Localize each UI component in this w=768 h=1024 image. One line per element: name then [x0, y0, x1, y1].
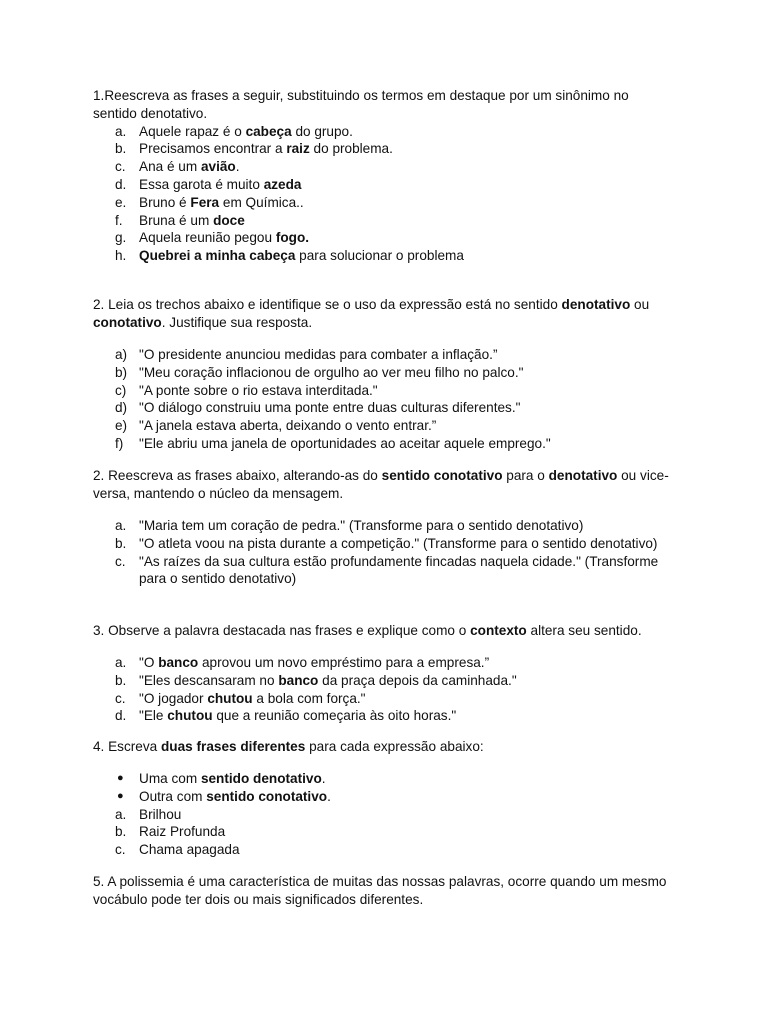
list-marker: d. [115, 708, 127, 724]
highlighted-term: chutou [167, 708, 213, 724]
list-marker: e) [115, 418, 128, 434]
list-item [93, 212, 673, 230]
highlighted-term: sentido conotativo [206, 788, 328, 804]
list-marker: c. [115, 690, 126, 706]
list-marker: b. [115, 535, 127, 551]
bullet-marker: ● [117, 789, 124, 802]
item-text: . [235, 159, 240, 175]
intro-text: 2. Reescreva as frases abaixo, alterando-as do [93, 468, 382, 483]
list-item [93, 382, 673, 400]
bullet-marker: ● [117, 772, 124, 784]
list-item [93, 140, 673, 158]
intro-text: altera seu sentido. [526, 623, 642, 638]
item-text: Aquela reunião pegou [139, 230, 276, 246]
highlighted-term: doce [213, 212, 245, 228]
list-item [93, 399, 673, 417]
intro-text: ou [630, 297, 650, 312]
question-3-list [93, 654, 673, 725]
list-marker: c. [115, 159, 126, 175]
item-text: Brilhou [139, 806, 182, 822]
highlighted-term: duas frases diferentes [161, 739, 306, 754]
bullet-item [93, 770, 673, 788]
item-text: "O atleta voou na pista durante a competição." (Transforme para o sentido denotativo) [139, 535, 658, 551]
question-3-text [93, 622, 673, 640]
item-text: a bola com força." [252, 690, 366, 706]
highlighted-term: fogo. [275, 230, 310, 246]
list-item [93, 823, 673, 841]
item-text: "Ele abriu uma janela de oportunidades ao aceitar aquele emprego." [139, 435, 551, 451]
highlighted-term: sentido conotativo [381, 468, 503, 483]
question-4-list [93, 770, 673, 859]
highlighted-term: chutou [207, 690, 253, 706]
list-marker: a. [115, 518, 127, 533]
item-text: "Ele [139, 708, 168, 724]
list-marker: f. [115, 212, 123, 228]
intro-text: para o [502, 468, 549, 483]
list-item [93, 672, 673, 690]
highlighted-term: cabeça [245, 123, 292, 139]
list-marker: b. [115, 141, 127, 157]
bullet-item [93, 788, 673, 806]
list-marker: b. [115, 824, 127, 840]
list-item [93, 346, 673, 364]
question-2-text [93, 296, 673, 332]
highlighted-term: banco [158, 655, 199, 670]
item-text: "O diálogo construiu uma ponte entre duas culturas diferentes." [139, 400, 521, 416]
item-text: "As raízes da sua cultura estão profundamente fincadas naquela cidade." (Transforme para o sentido denotativo) [139, 553, 659, 587]
list-marker: d. [115, 176, 127, 192]
item-text: Precisamos encontrar a [139, 141, 287, 157]
highlighted-term: avião [200, 159, 236, 175]
question-3 [93, 622, 673, 640]
item-text: aprovou um novo empréstimo para a empresa.” [198, 655, 490, 670]
highlighted-term: conotativo [93, 314, 162, 330]
intro-text: 3. Observe a palavra destacada nas frases e explique como o [93, 623, 471, 638]
question-4-text [93, 738, 673, 756]
item-text: "O presidente anunciou medidas para combater a inflação.” [139, 347, 498, 362]
list-item [93, 517, 673, 535]
item-text: Bruna é um [139, 212, 214, 228]
list-item [93, 158, 673, 176]
item-text: "Eles descansaram no [139, 672, 279, 688]
item-text: Chama apagada [139, 842, 240, 858]
intro-text: para cada expressão abaixo: [305, 739, 484, 754]
list-item [93, 841, 673, 859]
question-1-text: 1.Reescreva as frases a seguir, substituindo os termos em destaque por um sinônimo no sentido denotativo. [93, 88, 629, 121]
list-item [93, 707, 673, 725]
item-text: do grupo. [291, 123, 353, 139]
item-text: Outra com [139, 788, 207, 804]
question-2b [93, 467, 673, 503]
list-marker: a. [115, 806, 127, 822]
highlighted-term: raiz [286, 141, 310, 157]
list-marker: c. [115, 842, 126, 858]
list-marker: a. [115, 123, 127, 139]
highlighted-term: denotativo [561, 297, 631, 312]
intro-text: ou vice-versa, mantendo o núcleo da mensagem. [93, 468, 669, 501]
question-2b-list [93, 517, 673, 588]
question-5 [93, 873, 673, 909]
highlighted-term: contexto [470, 623, 527, 638]
item-text: "O jogador [139, 690, 208, 706]
list-marker: c) [115, 382, 127, 398]
list-marker: b. [115, 672, 127, 688]
highlighted-term: Quebrei a minha cabeça [139, 248, 296, 264]
list-marker: a. [115, 655, 127, 670]
list-marker: c. [115, 553, 126, 569]
list-marker: h. [115, 248, 127, 264]
question-2 [93, 296, 673, 332]
list-item [93, 535, 673, 553]
highlighted-term: azeda [263, 176, 302, 192]
question-5-text: 5. A polissemia é uma característica de muitas das nossas palavras, ocorre quando um mesmo vocábulo pode ter dois ou mais significados diferentes. [93, 874, 667, 907]
intro-text: 2. Leia os trechos abaixo e identifique se o uso da expressão está no sentido [93, 297, 562, 312]
item-text: "A janela estava aberta, deixando o vento entrar.” [139, 418, 437, 434]
list-marker: g. [115, 230, 127, 246]
intro-text: 4. Escreva [93, 739, 161, 754]
list-item [93, 194, 673, 212]
item-text: "O [139, 655, 159, 670]
highlighted-term: Fera [190, 194, 220, 210]
list-item [93, 806, 673, 824]
item-text: para solucionar o problema [295, 248, 464, 264]
highlighted-term: denotativo [548, 468, 618, 483]
item-text: "Maria tem um coração de pedra." (Transforme para o sentido denotativo) [139, 518, 584, 533]
item-text: . [327, 788, 331, 804]
item-text: "Meu coração inflacionou de orgulho ao ver meu filho no palco." [139, 364, 524, 380]
item-text: Bruno é [139, 194, 191, 210]
list-item [93, 690, 673, 708]
list-item [93, 553, 673, 589]
list-item [93, 247, 673, 265]
list-marker: e. [115, 194, 127, 210]
item-text: Aquele rapaz é o [139, 123, 246, 139]
item-text: Ana é um [139, 159, 201, 175]
list-marker: a) [115, 347, 128, 362]
item-text: "A ponte sobre o rio estava interditada." [139, 382, 378, 398]
item-text: do problema. [309, 141, 393, 157]
list-item [93, 229, 673, 247]
question-2b-text [93, 467, 673, 503]
highlighted-term: sentido denotativo [200, 771, 322, 786]
question-2-list [93, 346, 673, 453]
item-text: Essa garota é muito [139, 176, 264, 192]
item-text: Raiz Profunda [139, 824, 226, 840]
list-item [93, 364, 673, 382]
list-marker: b) [115, 364, 128, 380]
list-marker: f) [115, 435, 124, 451]
list-item [93, 417, 673, 435]
item-text: em Química.. [219, 194, 304, 210]
item-text: que a reunião começaria às oito horas." [212, 708, 457, 724]
question-4 [93, 738, 673, 756]
question-1 [93, 87, 673, 265]
list-item [93, 176, 673, 194]
intro-text: . Justifique sua resposta. [161, 314, 313, 330]
list-marker: d) [115, 400, 128, 416]
item-text: . [321, 771, 326, 786]
item-text: da praça depois da caminhada." [318, 672, 517, 688]
list-item [93, 654, 673, 672]
item-text: Uma com [139, 771, 201, 786]
list-item [93, 123, 673, 141]
highlighted-term: banco [278, 672, 319, 688]
list-item [93, 435, 673, 453]
